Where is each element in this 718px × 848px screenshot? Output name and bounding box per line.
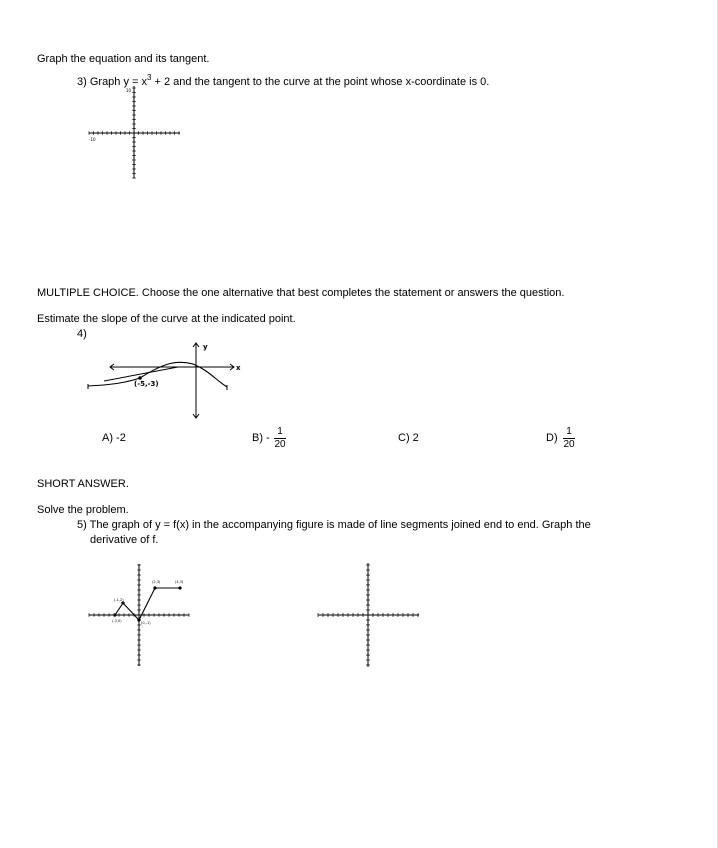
- choice-a[interactable]: A) -2: [102, 432, 126, 444]
- section-short-answer-heading: SHORT ANSWER.: [37, 478, 129, 490]
- q4-y-axis-label: y: [203, 343, 208, 351]
- choice-c[interactable]: C) 2: [398, 432, 419, 444]
- q3-y-top-label: 10: [126, 88, 132, 93]
- choice-d-denominator: 20: [563, 439, 575, 450]
- q3-x-left-label: -10: [89, 137, 96, 142]
- choice-b-letter[interactable]: B) -: [252, 432, 270, 444]
- short-answer-instruction: Solve the problem.: [37, 504, 129, 516]
- question-3-number: 3): [77, 76, 87, 88]
- q5-point-label-2: (0,-1): [141, 621, 151, 625]
- q5-point-label-1: (-1,2): [114, 598, 124, 602]
- q4-x-axis-label: x: [236, 364, 241, 372]
- question-5-text-1: The graph of y = f(x) in the accompanying figure is made of line segments joined end to end. Graph the: [89, 519, 591, 531]
- section-multiple-choice-heading: MULTIPLE CHOICE. Choose the one alternative that best completes the statement or answers the question.: [37, 287, 565, 299]
- choice-b-numerator: 1: [277, 426, 283, 437]
- question-3-text-pre: Graph y = x: [89, 76, 148, 88]
- q5-point-label-0: (-3,0): [112, 619, 122, 623]
- choice-d-numerator: 1: [566, 426, 572, 437]
- q5-point-label-4: (4,3): [175, 580, 184, 584]
- question-3-exponent: 3: [147, 73, 152, 82]
- q5-point-label-3: (2,3): [152, 580, 161, 584]
- question-5-line2: derivative of f.: [90, 534, 159, 546]
- mc-instruction: Estimate the slope of the curve at the indicated point.: [37, 313, 296, 325]
- choice-b-denominator: 20: [274, 439, 286, 450]
- question-5-number: 5): [77, 519, 87, 531]
- section-graph-heading: Graph the equation and its tangent.: [37, 53, 210, 65]
- q4-point-label: (-5,-3): [134, 380, 159, 388]
- question-4-number: 4): [77, 328, 87, 340]
- question-3-text-post: + 2 and the tangent to the curve at the point whose x-coordinate is 0.: [151, 76, 490, 88]
- choice-d-letter[interactable]: D): [546, 432, 558, 444]
